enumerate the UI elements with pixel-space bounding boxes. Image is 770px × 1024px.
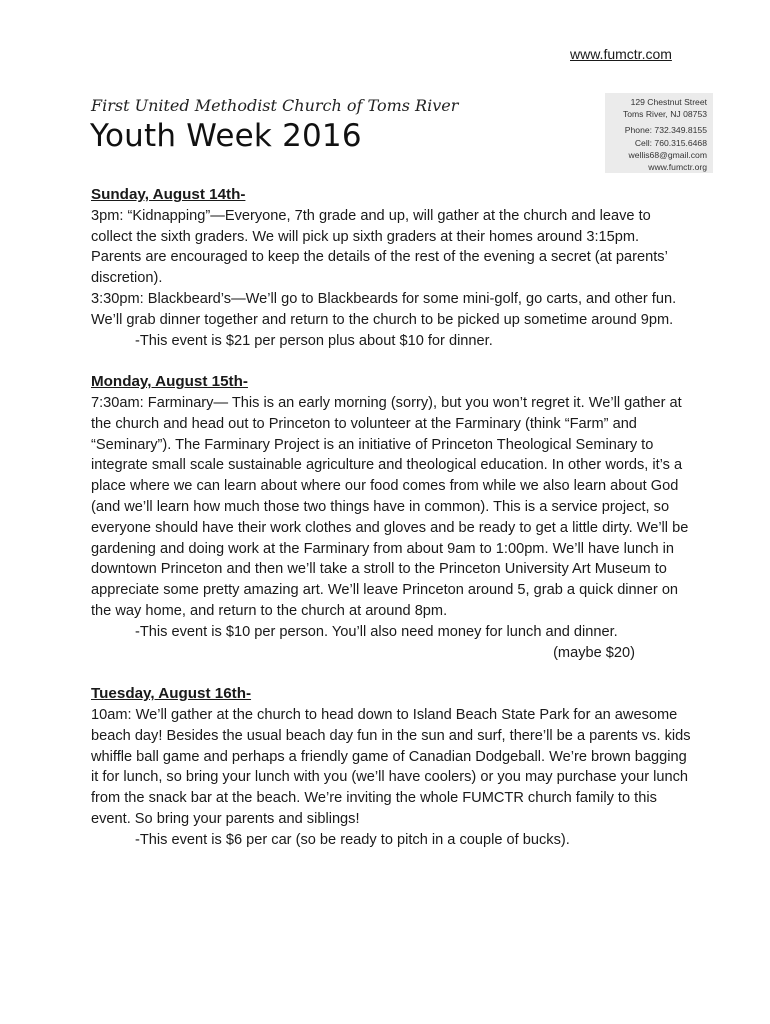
website-link[interactable]: www.fumctr.com xyxy=(570,46,672,62)
day-section-sunday xyxy=(91,185,691,351)
contact-block xyxy=(605,93,713,173)
event-cost: -This event is $21 per person plus about $10 for dinner. xyxy=(135,332,493,349)
contact-web: www.fumctr.org xyxy=(648,162,707,173)
day-heading: Tuesday, August 16th- xyxy=(91,685,252,703)
contact-cell: Cell: 760.315.6468 xyxy=(634,137,707,148)
day-heading: Monday, August 15th- xyxy=(91,373,248,391)
contact-phone: Phone: 732.349.8155 xyxy=(624,125,707,136)
day-section-tuesday xyxy=(91,684,691,850)
event-cost-extra: (maybe $20) xyxy=(553,644,635,661)
day-section-monday xyxy=(91,372,691,663)
contact-street: 129 Chestnut Street xyxy=(630,97,707,107)
event-cost: -This event is $10 per person. You’ll also need money for lunch and dinner. xyxy=(135,623,618,640)
church-name: First United Methodist Church of Toms River xyxy=(91,96,459,115)
contact-city: Toms River, NJ 08753 xyxy=(622,109,707,120)
schedule xyxy=(91,185,691,871)
event-cost: -This event is $6 per car (so be ready to pitch in a couple of bucks). xyxy=(135,831,570,848)
page-title: Youth Week 2016 xyxy=(90,118,362,154)
contact-email: wellis68@gmail.com xyxy=(628,149,707,160)
event-paragraph: 3pm: “Kidnapping”—Everyone, 7th grade and up, will gather at the church and leave to collect the sixth graders. We will pick up sixth graders at their homes around 3:15pm. Parents are encouraged to keep the details of the rest of the evening a secret (at parents’ discretion). xyxy=(91,207,668,287)
event-paragraph: 3:30pm: Blackbeard’s—We’ll go to Blackbeards for some mini-golf, go carts, and other fun. We’ll grab dinner together and return to the church to be picked up sometime around 9pm. xyxy=(91,290,677,328)
event-paragraph: 7:30am: Farminary— This is an early morning (sorry), but you won’t regret it. We’ll gather at the church and head out to Princeton to volunteer at the Farminary (think “Farm” and “Seminary”). The Farminary Project is an initiative of Princeton Theological Seminary to integrate small scale sustainable agriculture and theological education. In other words, it’s a place where we can learn about where our food comes from while we also learn about God (and we’ll learn how much those two things have in common). This is a service project, so everyone should have their work clothes and gloves and be ready to get a little dirty. We’ll be gardening and doing work at the Farminary from about 9am to 1:00pm. We’ll have lunch in downtown Princeton and then we’ll take a stroll to the Princeton University Art Museum to appreciate some pretty amazing art. We’ll leave Princeton around 5, grab a quick dinner on the way home, and return to the church at around 8pm. xyxy=(91,394,689,619)
day-heading: Sunday, August 14th- xyxy=(91,186,246,203)
event-paragraph: 10am: We’ll gather at the church to head down to Island Beach State Park for an awesome beach day! Besides the usual beach day fun in the sun and surf, there’ll be a parents vs. kids whiffle ball game and perhaps a friendly game of Canadian Dodgeball. We’re brown bagging it for lunch, so bring your lunch with you (we’ll have coolers) or you may purchase your lunch from the snack bar at the beach. We’re inviting the whole FUMCTR church family to this event. So bring your parents and siblings! xyxy=(91,706,691,827)
